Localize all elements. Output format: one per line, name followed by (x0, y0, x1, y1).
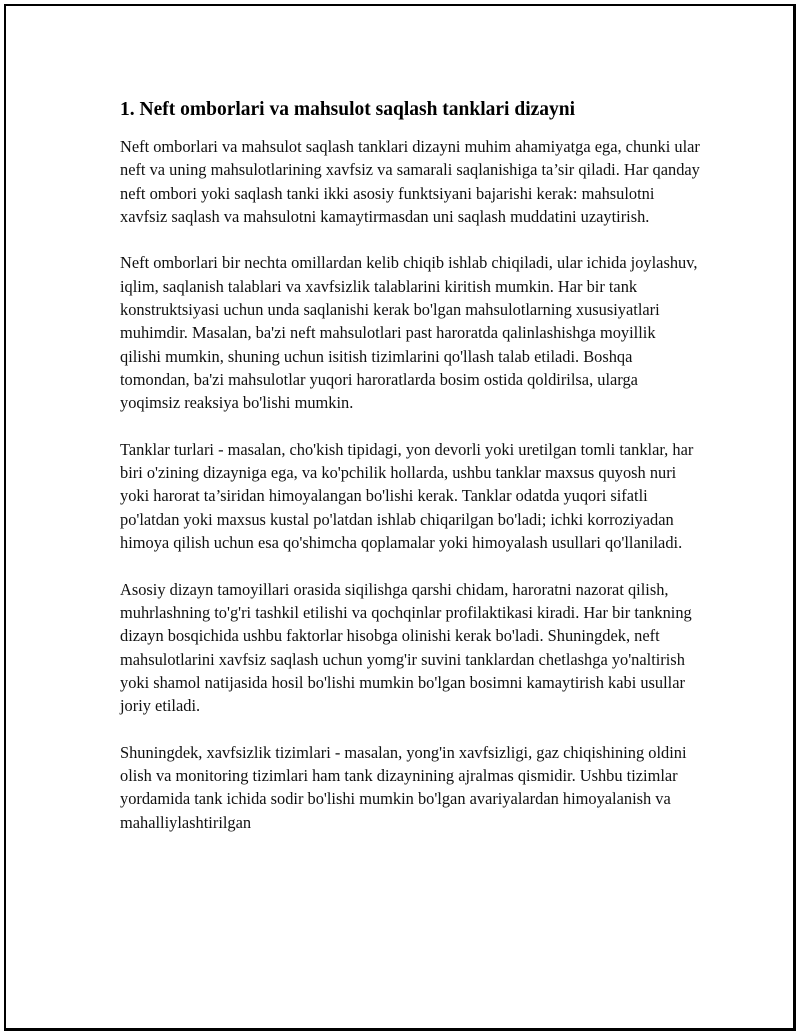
paragraph-1: Neft omborlari va mahsulot saqlash tanklari dizayni muhim ahamiyatga ega, chunki ular neft va uning mahsulotlarining xavfsiz va samarali saqlanishiga ta’sir qiladi. Har qanday neft ombori yoki saqlash tanki ikki asosiy funktsiyani bajarishi kerak: mahsulotni xavfsiz saqlash va mahsulotni kamaytirmasdan uni saqlash muddatini uzaytirish. (120, 137, 700, 226)
page-frame (4, 4, 796, 1031)
document-body (120, 97, 700, 857)
paragraph-5: Shuningdek, xavfsizlik tizimlari - masalan, yong'in xavfsizligi, gaz chiqishining oldini olish va monitoring tizimlari ham tank dizaynining ajralmas qismidir. Ushbu tizimlar yordamida tank ichida sodir bo'lishi mumkin bo'lgan avariyalardan himoyalanish va mahalliylashtirilgan (120, 742, 687, 832)
paragraph-4: Asosiy dizayn tamoyillari orasida siqilishga qarshi chidam, haroratni nazorat qilish, muhrlashning to'g'ri tashkil etilishi va qochqinlar profilaktikasi kiradi. Har bir tankning dizayn bosqichida ushbu faktorlar hisobga olinishi kerak bo'ladi. Shuningdek, neft mahsulotlarini xavfsiz saqlash uchun yomg'ir suvini tanklardan chetlashga yo'naltirish yoki shamol natijasida hosil bo'lishi mumkin bo'lgan bosimni kamaytirish kabi usullar joriy etiladi. (120, 579, 692, 716)
section-heading: 1. Neft omborlari va mahsulot saqlash tanklari dizayni (120, 99, 576, 120)
paragraph-2: Neft omborlari bir nechta omillardan kelib chiqib ishlab chiqiladi, ular ichida joylashuv, iqlim, saqlanish talablari va xavfsizlik talablarini kiritish mumkin. Har bir tank konstruktsiyasi uchun unda saqlanishi kerak bo'lgan mahsulotlarning xususiyatlari muhimdir. Masalan, ba'zi neft mahsulotlari past haroratda qalinlashishga moyillik qilishi mumkin, shuning uchun isitish tizimlarini qo'llash talab etiladi. Boshqa tomondan, ba'zi mahsulotlar yuqori haroratlarda bosim ostida qoldirilsa, ularga yoqimsiz reaksiya bo'lishi mumkin. (120, 253, 698, 413)
paragraph-3: Tanklar turlari - masalan, cho'kish tipidagi, yon devorli yoki uretilgan tomli tanklar, har biri o'zining dizayniga ega, va ko'pchilik hollarda, ushbu tanklar maxsus quyosh nuri yoki harorat ta’siridan himoyalangan bo'lishi kerak. Tanklar odatda yuqori sifatli po'latdan yoki maxsus kustal po'latdan ishlab chiqarilgan bo'ladi; ichki korroziyadan himoya qilish uchun esa qo'shimcha qoplamalar yoki himoyalash usullari qo'llaniladi. (120, 439, 694, 553)
